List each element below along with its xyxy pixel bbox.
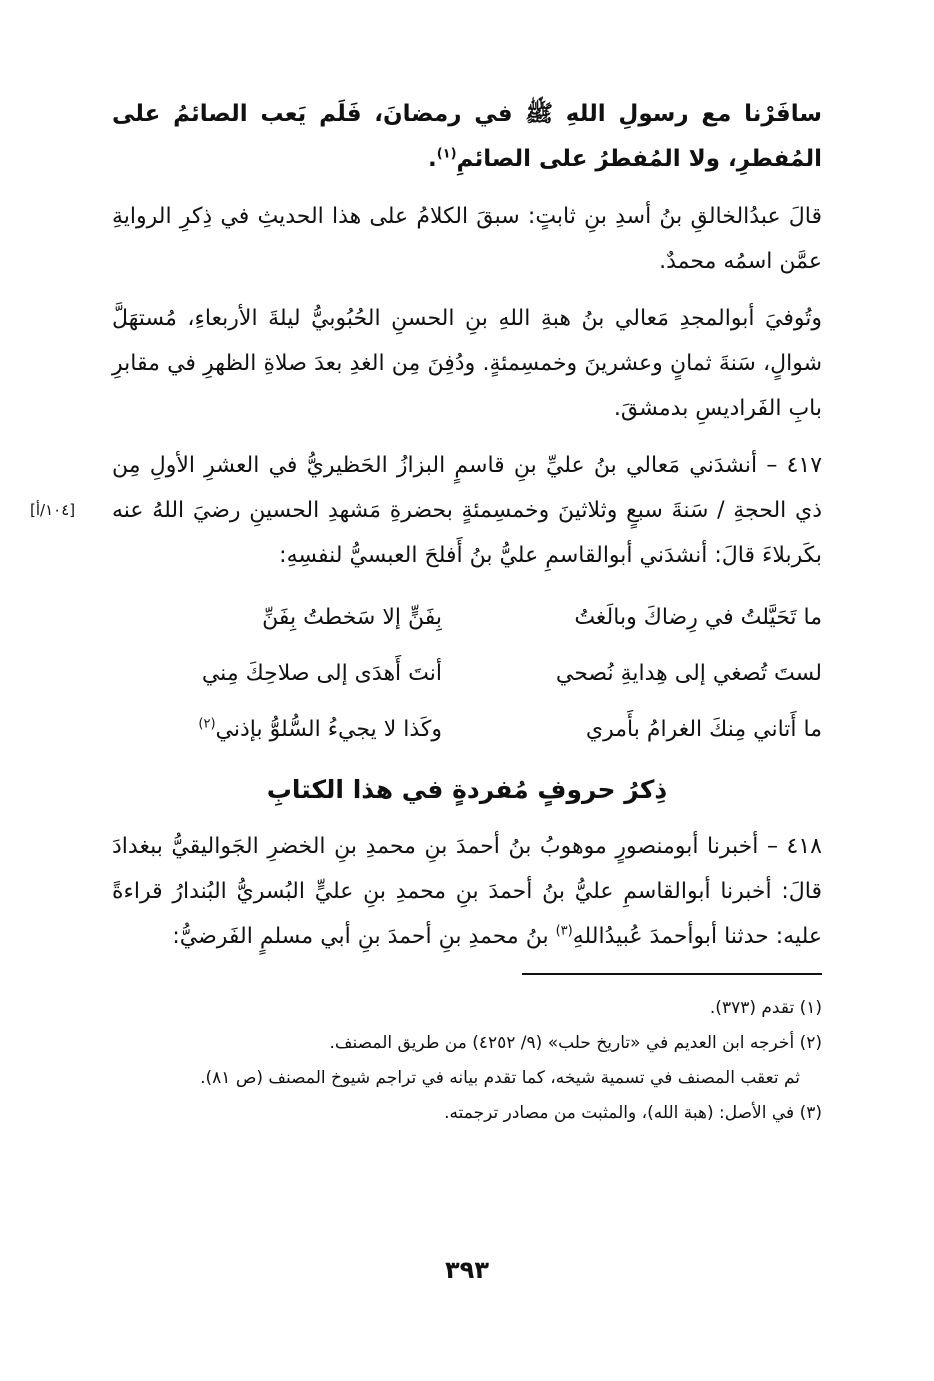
footnote-ref-2[interactable]: (٢) [198,716,216,732]
footnote-divider [522,973,822,975]
verse-line [112,590,822,646]
hadith-416-end: . [427,146,437,172]
hadith-417-text: أنشدَني مَعالي بنُ عليِّ بنِ قاسمٍ البزازُ الحَظيريُّ في العشرِ الأولِ مِن ذي الحجةِ / سَنةَ سبعٍ وثلاثينَ وخمسِمئةٍ بحضرةِ مَشهدِ الحسينِ رضيَ اللهُ عنه بكَربلاءَ قالَ: أنشدَني أبوالقاسمِ عليُّ بنُ أَفلحَ العبسيُّ لنفسِهِ: [112,453,822,568]
hadith-416-body: سافَرْنا مع رسولِ اللهِ ﷺ في رمضانَ، فَلَم يَعب الصائمُ على المُفطرِ، ولا المُفطرُ على الصائمِ [112,101,822,172]
hadith-418 [112,824,822,959]
death-note-text: وتُوفيَ أبوالمجدِ مَعالي بنُ هبةِ اللهِ بنِ الحسنِ الحُبُوبيُّ ليلةَ الأربعاءِ، مُستهَلَّ شوالٍ، سَنةَ ثمانٍ وعشرينَ وخمسِمئةٍ. ودُفِنَ مِن الغدِ بعدَ صلاةِ الظهرِ في مقابرِ بابِ الفَراديسِ بدمشقَ. [112,306,822,421]
poem-verses [112,590,822,758]
footnote-3: (٣) في الأصل: (هبة الله)، والمثبت من مصادر ترجمته. [444,1103,822,1123]
verse-first-hemistich: لستَ تُصغي إلى هِدايةِ نُصحي [555,661,822,686]
verse-line [112,702,822,758]
footnotes [112,993,822,1129]
hadith-417 [30,443,823,578]
hadith-418-number: ٤١٨ – [766,834,822,859]
verse-second-hemistich [112,590,442,646]
commentary-text: قالَ عبدُالخالقِ بنُ أسدِ بنِ ثابتٍ: سبقَ الكلامُ على هذا الحديثِ في ذِكرِ الروايةِ عمَّن اسمُه محمدٌ. [112,204,822,274]
verse-first-hemistich: ما تَحَيَّلتُ في رِضاكَ وبالَغتُ [574,605,822,630]
verse-second-text: أنتَ أَهدَى إلى صلاحِكَ مِني [201,661,442,686]
verse-line [112,646,822,702]
hadith-418-text-b: بنُ محمدِ بنِ أحمدَ بنِ أبي مسلمٍ الفَرضيُّ: [172,924,549,949]
footnote-ref-1[interactable]: (١) [436,146,457,162]
verse-first-hemistich: ما أَتاني مِنكَ الغرامُ بأَمري [585,717,822,742]
verse-second-hemistich [112,646,442,702]
page-number: ٣٩٣ [445,1256,489,1284]
commentary-paragraph [112,194,822,284]
hadith-418-text-a: أخبرنا أبومنصورٍ موهوبُ بنُ أحمدَ بنِ محمدِ بنِ الخضرِ الجَواليقيُّ ببغدادَ قالَ: أخبرنا أبوالقاسمِ عليُّ بنُ أحمدَ بنِ محمدِ بنِ عليٍّ البُسريُّ البُندارُ قراءةً عليه: حدثنا أبوأحمدَ عُبيدُاللهِ [112,834,822,949]
footnote-2-continuation: ثم تعقب المصنف في تسمية شيخه، كما تقدم بيانه في تراجم شيوخ المصنف (ص ٨١). [200,1068,800,1088]
footnote-2: (٢) أخرجه ابن العديم في «تاريخ حلب» (٩/ ٤٢٥٢) من طريق المصنف. [329,1033,822,1053]
footnote-1: (١) تقدم (٣٧٣). [709,998,822,1018]
verse-second-hemistich [112,702,442,758]
section-heading: ذِكرُ حروفٍ مُفردةٍ في هذا الكتابِ [266,775,668,804]
page-body [30,92,823,1133]
hadith-417-number: ٤١٧ – [766,453,823,478]
death-note-paragraph [112,296,822,431]
footnote-ref-3[interactable]: (٣) [555,923,573,939]
verse-second-text: بِفَنٍّ إلا سَخطتُ بِفَنِّ [262,605,442,630]
hadith-text-416 [112,92,822,182]
manuscript-folio-ref: [١٠٤/أ] [30,501,76,519]
verse-second-text: وكَذا لا يجيءُ السُّلوُّ بإذني [215,717,442,742]
